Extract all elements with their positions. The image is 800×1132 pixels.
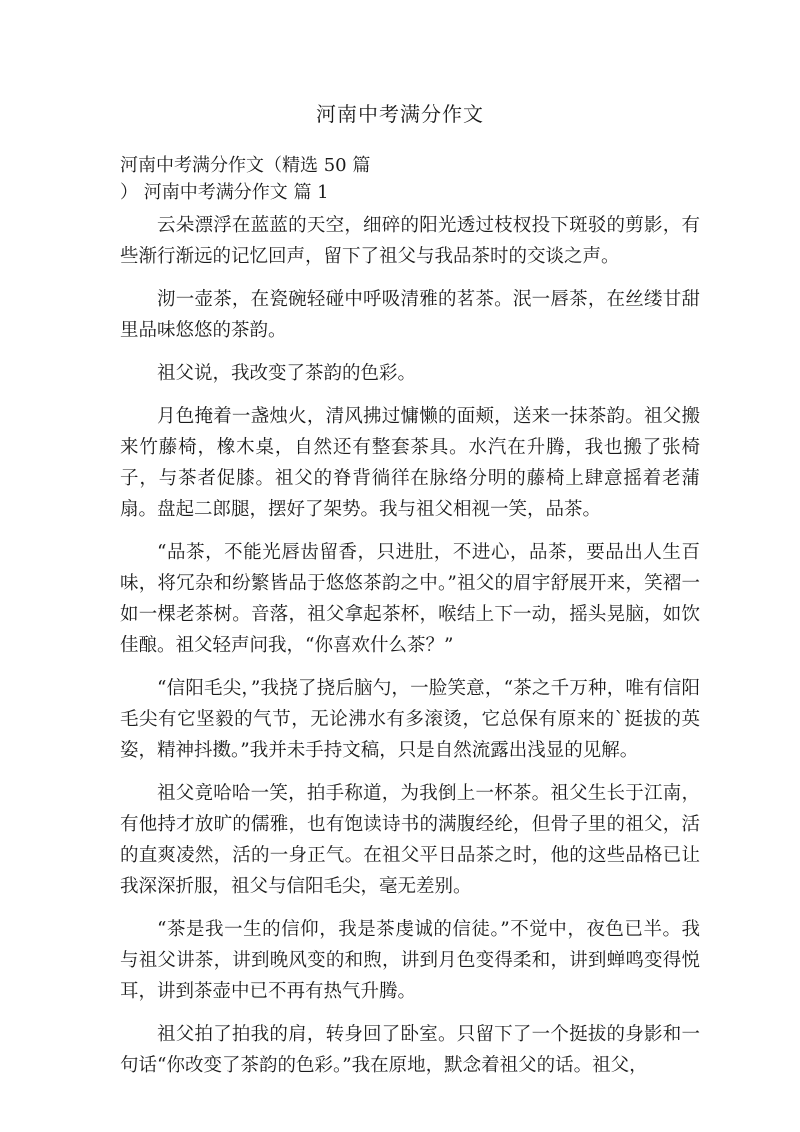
subtitle-line-1: 河南中考满分作文（精选 50 篇 — [120, 155, 371, 176]
article-body — [120, 210, 700, 1093]
paragraph: 祖父竟哈哈一笑，拍手称道，为我倒上一杯茶。祖父生长于江南，有他持才放旷的儒雅，也有饱读诗书的满腹经纶，但骨子里的祖父，活的直爽凌然，活的一身正气。在祖父平日品茶之时，他的这些品格已让我深深折服，祖父与信阳毛尖，毫无差别。 — [120, 783, 700, 897]
subtitle — [120, 152, 700, 206]
paragraph: “品茶，不能光唇齿留香，只进肚，不进心，品茶，要品出人生百味，将冗杂和纷繁皆品于悠悠茶韵之中。”祖父的眉宇舒展开来，笑褶一如一棵老茶树。音落，祖父拿起茶杯，喉结上下一动，摇头晃脑，如饮佳酿。祖父轻声问我，“你喜欢什么茶？” — [120, 542, 700, 656]
paragraph: 云朵漂浮在蓝蓝的天空，细碎的阳光透过枝杈投下斑驳的剪影，有些渐行渐远的记忆回声，留下了祖父与我品茶时的交谈之声。 — [120, 215, 700, 267]
paragraph: 沏一壶茶，在瓷碗轻碰中呼吸清雅的茗茶。泯一唇茶，在丝缕甘甜里品味悠悠的茶韵。 — [120, 289, 700, 341]
subtitle-line-2: ） 河南中考满分作文 篇 1 — [120, 182, 329, 203]
paragraph: 月色掩着一盏烛火，清风拂过慵懒的面颊，送来一抹茶韵。祖父搬来竹藤椅，橡木桌，自然还有整套茶具。水汽在升腾，我也搬了张椅子，与茶者促膝。祖父的脊背徜徉在脉络分明的藤椅上肆意摇着老蒲扇。盘起二郎腿，摆好了架势。我与祖父相视一笑，品茶。 — [120, 406, 700, 520]
paragraph: “信阳毛尖，”我挠了挠后脑勺，一脸笑意，“茶之千万种，唯有信阳毛尖有它坚毅的气节，无论沸水有多滚烫，它总保有原来的`挺拔的英姿，精神抖擞。”我并未手持文稿，只是自然流露出浅显的见解。 — [120, 678, 700, 761]
page-title: 河南中考满分作文 — [316, 102, 484, 126]
paragraph: 祖父拍了拍我的肩，转身回了卧室。只留下了一个挺拔的身影和一句话“你改变了茶韵的色彩。”我在原地，默念着祖父的话。祖父， — [120, 1024, 700, 1076]
paragraph: “茶是我一生的信仰，我是茶虔诚的信徒。”不觉中，夜色已半。我与祖父讲茶，讲到晚风变的和煦，讲到月色变得柔和，讲到蝉鸣变得悦耳，讲到茶壶中已不再有热气升腾。 — [120, 919, 700, 1002]
paragraph: 祖父说，我改变了茶韵的色彩。 — [157, 363, 417, 384]
